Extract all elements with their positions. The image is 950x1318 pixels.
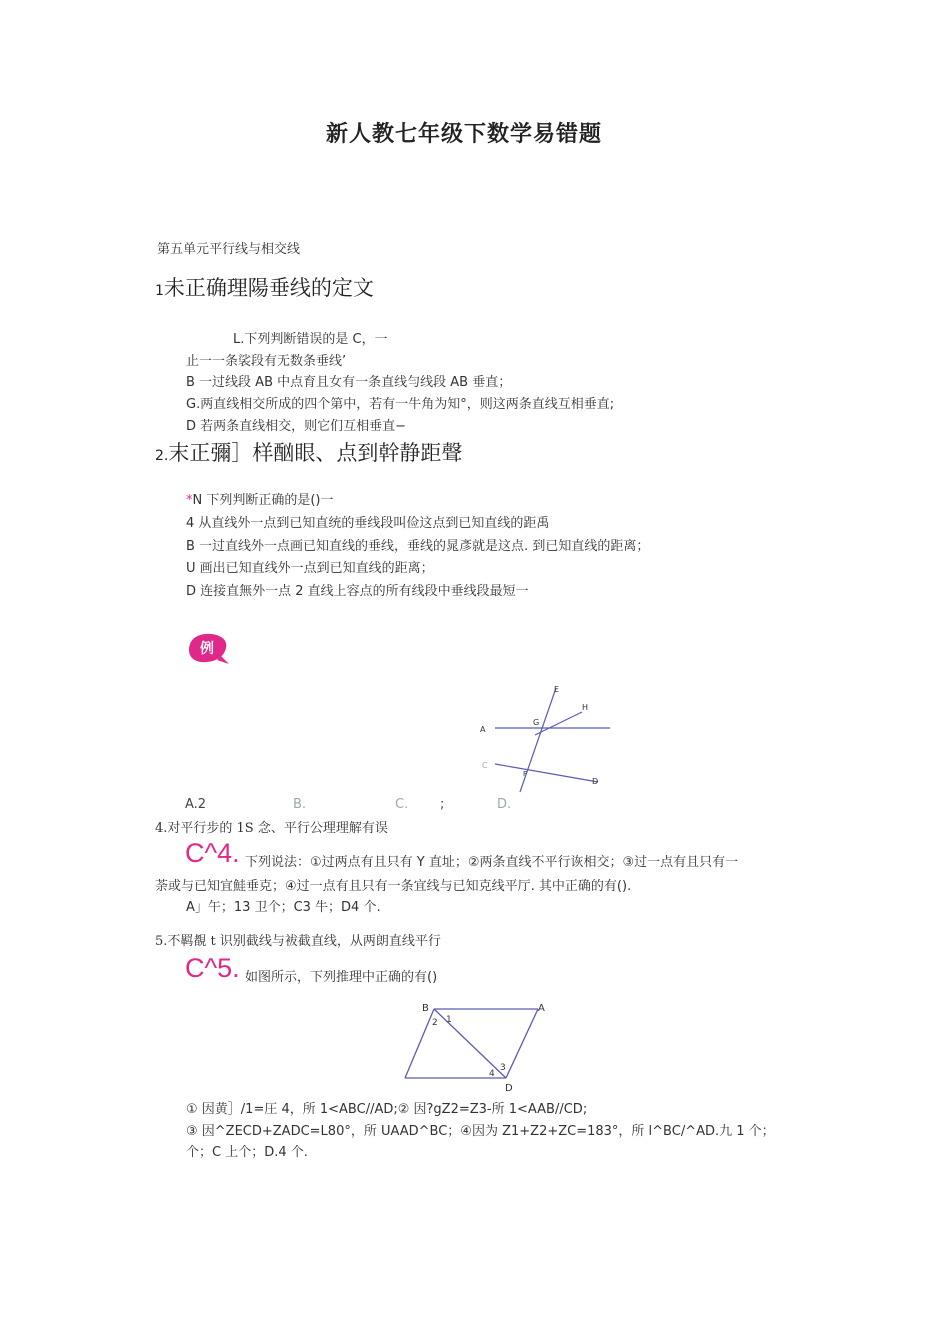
q2-line-1-text: N 下列判断正确的是()一 (192, 493, 334, 508)
section-2-heading (155, 437, 462, 467)
figure-2-svg (398, 998, 558, 1093)
q5-line-2: ③ 因^ZECD+ZADC=L80°，所 UAAD^BC；④因为 Z1+Z2+ZC=183°，所 l^BC/^AD.九 1 个； (186, 1124, 775, 1139)
options-row (185, 797, 565, 817)
option-separator: ; (440, 797, 445, 812)
q4-tag: C^4. (185, 838, 240, 868)
q1-line-1: L.下列判断错误的是 C，一 (233, 332, 388, 347)
fig2-label-4: 4 (489, 1069, 495, 1079)
fig2-label-1: 1 (446, 1015, 452, 1025)
q4-line-2: 荼或与已知宜鮭垂克；④过一点有且只有一条宜线与已知克线平厅. 其中正确的有(). (155, 879, 632, 894)
section-2-title: 末正彌］样酗眼、点到幹静距聲 (168, 441, 463, 465)
fig2-label-2: 2 (432, 1018, 438, 1028)
q2-line-4: U 画出已知直线外一点到已知直线的距离； (186, 561, 434, 576)
fig1-label-e: E (554, 685, 560, 694)
section-4-heading: 4.对平行步的 1S 念、平行公理理解有误 (155, 821, 388, 836)
option-a: A.2 (185, 797, 207, 812)
page-title: 新人教七年级下数学易错题 (326, 122, 603, 147)
section-2-number: 2. (155, 448, 169, 464)
fig1-label-c: C (482, 761, 488, 770)
figure-1 (470, 660, 620, 795)
q1-line-3: B 一过线段 AB 中点育且女有一条直线勻线段 AB 垂直； (186, 375, 512, 390)
section-1-title: 未正确理陽垂线的定文 (163, 276, 374, 300)
section-1-heading (155, 272, 374, 302)
star-mark: * (186, 493, 193, 508)
q4-line-3: A」午；13 卫个；C3 牛；D4 个. (186, 900, 381, 915)
figure-2 (398, 998, 558, 1093)
fig1-label-h: H (582, 703, 589, 712)
unit-heading: 第五单元平行线与相交线 (157, 242, 301, 257)
q5-line-1: ① 因黄］/1=圧 4，所 1<ABC//AD;② 因?gZ2=Z3-所 1<AAB//CD; (186, 1102, 588, 1117)
fig1-label-a: A (480, 725, 486, 734)
fig1-label-d: D (592, 777, 599, 786)
fig1-label-g: G (533, 718, 540, 727)
example-badge-text: 例 (200, 641, 214, 657)
example-badge (185, 630, 229, 664)
q2-line-3: B 一过直线外一点画已知直线的垂线，垂线的晁彥就是这点. 到已知直线的距离； (186, 539, 650, 554)
q1-line-5: D 若两条直线相交，则它们互相垂直− (186, 419, 407, 434)
option-d: D. (497, 797, 512, 812)
fig1-label-f: F (523, 770, 528, 778)
q2-line-5: D 连接直無外一点 2 直线上容点的所有线段中垂线段最短一 (186, 584, 529, 599)
q1-line-2: 止一一条裟段有无数条垂线’ (186, 354, 347, 369)
option-b: B. (293, 797, 307, 812)
q5-line-3: 个；C 上个；D.4 个. (186, 1145, 308, 1160)
q5-tag: C^5. (185, 953, 240, 983)
fig2-label-a: A (538, 1003, 545, 1014)
q5-prompt: 如图所示，下列推理中正确的有() (245, 970, 438, 985)
q1-line-4: G.两直线相交所成的四个第中，若有一牛角为知°，则这两条直线互相垂直; (186, 397, 615, 412)
fig2-label-b: B (422, 1003, 429, 1014)
section-5-heading: 5.不羁覩 t 识别截线与袚截直线，从两朗直线平行 (155, 934, 441, 949)
section-1-number: 1 (155, 283, 164, 299)
q4-line-1: 下列说法：①过两点有且只有 Y 直址；②两条直线不平行诙相交；③过一点有且只有一 (245, 855, 739, 870)
q2-line-2: 4 从直线外一点到已知直统的垂线段叫俭这点到已知直线的距禹 (186, 516, 550, 531)
figure-1-svg (470, 660, 620, 795)
option-c: C. (395, 797, 409, 812)
fig2-label-3: 3 (500, 1063, 506, 1073)
q2-line-1 (186, 489, 334, 508)
fig2-label-d: D (505, 1083, 513, 1093)
example-badge-shape (185, 630, 233, 668)
